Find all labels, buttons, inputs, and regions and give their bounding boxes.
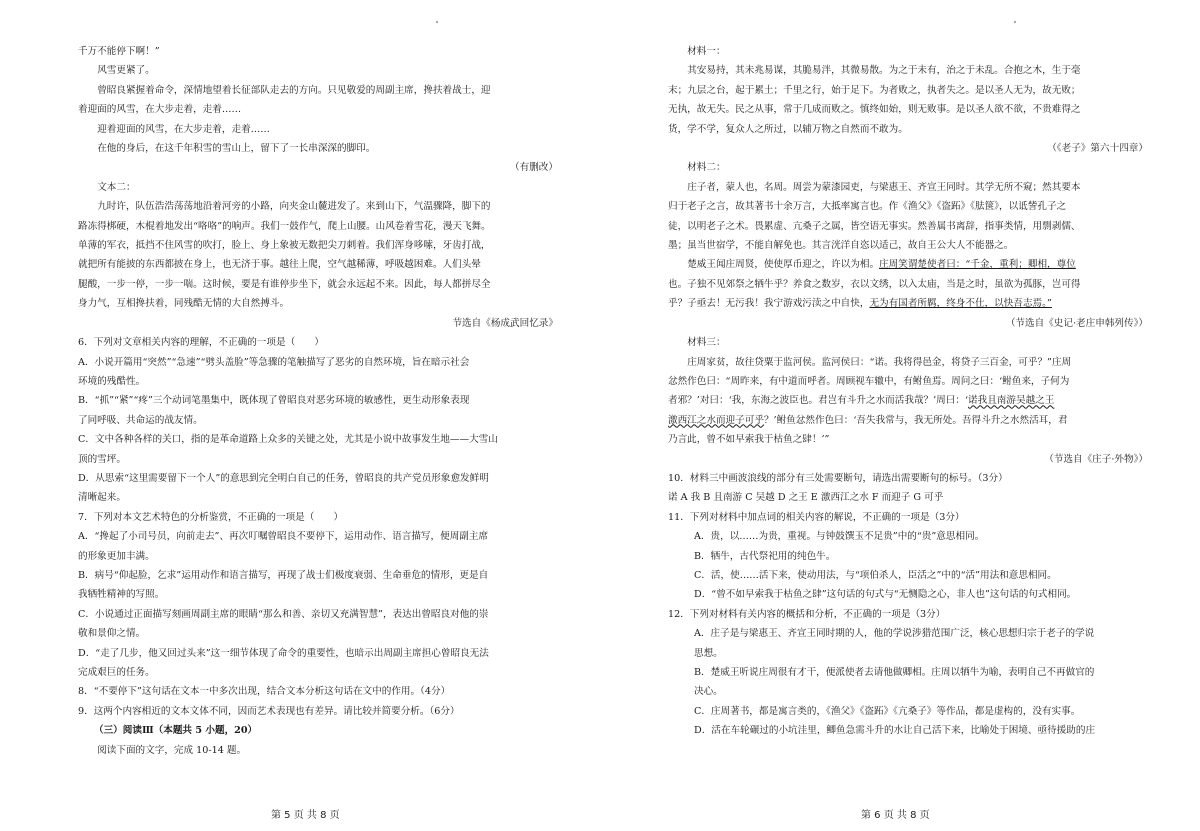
text-line: 阅读下面的文字，完成 10-14 题。: [97, 744, 247, 756]
page-5-footer: 第 5 页 共 8 页: [271, 810, 340, 821]
text-line: 路冻得梆硬，木棍着地发出“咯咯”的响声。我们一鼓作气，爬上山腰。山风卷着雪花，漫天飞舞。: [78, 220, 491, 232]
text-line: 诺 A 我 B 且南游 C 吴越 D 之王 E 激西江之水 F 而迎子 G 可乎: [668, 492, 944, 504]
text-line: 12．下列对材料有关内容的概括和分析，不正确的一项是（3分）: [668, 608, 946, 620]
text-line: 顶的雪坪。: [78, 453, 126, 465]
text-line: 文本二：: [97, 181, 136, 193]
text-line: D．“走了几步，他又回过头来”这一细节体现了命令的重要性，也暗示出周副主席担心曾昭良无法: [78, 647, 489, 659]
line-segment: 乎？子亟去！无污我！我宁游戏污渎之中自快，: [668, 298, 870, 310]
text-line: 就把所有能披的东西都披在身上，也无济于事。越往上爬，空气越稀薄，呼吸越困难。人们头晕: [78, 259, 481, 271]
text-line: B．病号“仰起脸，乞求”运用动作和语言描写，再现了战士们极度衰弱、生命垂危的情形，更是自: [78, 569, 489, 581]
text-line: 墨；虽当世宿学，不能自解免也。其言洸洋自恣以适己，故自王公大人不能器之。: [668, 240, 1014, 252]
text-line: 11．下列对材料中加点词的相关内容的解说，不正确的一项是（3分）: [668, 511, 965, 523]
text-line: 腿酸，一步一停，一步一喘。这时候，要是有谁停步坐下，就会永远起不来。因此，每人都拼尽全: [78, 278, 491, 290]
line-segment: 楚威王闻庄周贤，使使厚币迎之，许以为相。: [687, 259, 880, 271]
text-line: 忿然作色曰：“周昨来，有中道而呼者。周顾视车辙中，有鲋鱼焉。周问之曰：‘鲋鱼来，子何为: [668, 375, 1070, 387]
text-line: 7．下列对本文艺术特色的分析鉴赏，不正确的一项是（ ）: [78, 511, 344, 523]
text-line: 单薄的军衣，抵挡不住风雪的吹打，脸上、身上象被无数把尖刀刺着。我们浑身哆嗦，牙齿打战，: [78, 240, 491, 252]
text-line: 环境的残酷性。: [78, 375, 146, 387]
text-line: 6．下列对文章相关内容的理解，不正确的一项是（ ）: [78, 337, 324, 349]
text-line: 在他的身后，在这千年积雪的雪山上，留下了一长串深深的脚印。: [97, 143, 376, 155]
text-line: 千万不能停下啊！”: [78, 46, 160, 57]
text-line: C．小说通过正面描写刻画周副主席的眼睛“那么和善、亲切又充满智慧”，表达出曾昭良对他的崇: [78, 608, 489, 620]
line-segment: 激西江之水而迎子可乎: [668, 414, 764, 426]
text-line: 末；九层之台，起于累土；千里之行，始于足下。为者败之，执者失之。是以圣人无为，故无败；: [668, 84, 1081, 96]
text-line: 身力气，互相搀扶着，同残酷无情的大自然搏斗。: [78, 298, 290, 310]
text-line: 庄周家贫，故往贷粟于监河侯。监河侯曰：“诺。我将得邑金，将贷子三百金，可乎？”庄周: [687, 356, 1072, 368]
text-line: A．庄子是与梁惠王、齐宣王同时期的人，他的学说涉猎范围广泛，核心思想归宗于老子的学说: [694, 628, 1095, 640]
text-line: A．“搀起了小司号员，向前走去”、再次叮嘱曾昭良不要停下，运用动作、语言描写，便周副主席: [78, 531, 489, 543]
text-line: D．从思索“这里需要留下一个人”的意思到完全明白自己的任务，曾昭良的共产党员形象愈发鲜明: [78, 472, 489, 484]
page-5-text: [78, 42, 558, 802]
text-line: [668, 411, 1148, 430]
text-line: 徒，以明老子之术。畏累虚、亢桑子之属，皆空语无事实。然善属书离辞，指事类情，用剽剥儒、: [668, 220, 1081, 232]
scan-dot: [436, 21, 438, 23]
marked-segment: 庄周笑谓楚使者曰：“千金，重利；卿相，尊位: [879, 259, 1076, 271]
text-line: 我牺牲精神的写照。: [78, 589, 165, 601]
text-line: 曾昭良紧握着命令，深情地望着长征部队走去的方向。只见敬爱的周副主席，搀扶着战士，迎: [97, 84, 491, 96]
text-line: 的形象更加丰满。: [78, 550, 155, 562]
text-line: 风雪更紧了。: [97, 65, 155, 77]
marked-segment: ？’鲋鱼忿然作色曰：‘吾失我常与，我无所处。吾得斗升之水然活耳，君: [763, 414, 1068, 426]
marked-segment: 无为有国者所羁，终身不仕，以快吾志焉。”: [869, 298, 1052, 310]
text-line: C．活，使……活下来，使动用法，与“项伯杀人，臣活之”中的“活”用法和意思相同。: [694, 569, 1057, 581]
text-line: 材料三：: [687, 337, 726, 349]
text-line: 清晰起来。: [78, 492, 126, 504]
text-line: 10．材料三中画波浪线的部分有三处需要断句，请选出需要断句的标号。（3分）: [668, 472, 1008, 484]
text-line: （节选自《庄子·外物》）: [1044, 453, 1148, 465]
text-line: （节选自《史记·老庄申韩列传》）: [1005, 317, 1148, 329]
text-line: 货，学不学，复众人之所过，以辅万物之自然而不敢为。: [668, 123, 908, 135]
text-line: 决心。: [694, 686, 723, 698]
text-line: 着迎面的风雪，在大步走着，走着……: [78, 104, 242, 116]
text-line: 8．“不要停下”这句话在文本一中多次出现，结合文本分析这句话在文中的作用。（4分）: [78, 686, 451, 698]
text-line: （有删改）: [510, 162, 558, 174]
scan-dot: [1014, 21, 1016, 23]
text-line: 材料二：: [687, 162, 726, 174]
text-line: 其安易持，其未兆易谋，其脆易泮，其微易散。为之于未有，治之于未乱。合抱之木，生于毫: [687, 65, 1081, 77]
text-line: 迎着迎面的风雪，在大步走着，走着……: [97, 123, 270, 135]
text-line: [668, 294, 1148, 313]
text-line: [668, 255, 1148, 274]
text-line: 材料一：: [687, 46, 726, 57]
text-line: 乃言此，曾不如早索我于枯鱼之肆！’”: [668, 434, 830, 446]
line-segment: 者邪？’对曰：‘我，东海之波臣也。君岂有斗升之水而活我哉？’周曰：‘: [668, 395, 969, 407]
text-line: 节选自《杨成武回忆录》: [452, 317, 558, 329]
marked-segment: 诺我且南游吴越之王: [968, 395, 1055, 407]
text-line: 9．这两个内容相近的文本文体不同，因而艺术表现也有差异。请比较并简要分析。（6分）: [78, 705, 460, 717]
page-6-text: [668, 42, 1148, 802]
text-line: B．楚威王听说庄周很有才干，便派使者去请他做卿相。庄周以牺牛为喻，表明自己不再做官的: [694, 667, 1095, 678]
text-line: 九时许，队伍浩浩荡荡地沿着河旁的小路，向夹金山麓进发了。来到山下，气温骤降，脚下的: [97, 201, 491, 213]
text-line: （《老子》第六十四章）: [1047, 143, 1148, 155]
text-line: 无执，故无失。民之从事，常于几成而败之。慎终如始，则无败事。是以圣人欲不欲，不贵难得之: [668, 104, 1081, 116]
text-line: 思想。: [694, 647, 723, 659]
text-line: 庄子者，蒙人也，名周。周尝为蒙漆园吏，与梁惠王、齐宣王同时。其学无所不窥；然其要本: [687, 181, 1081, 193]
text-line: A．小说开篇用“突然”“急速”“劈头盖脸”等急骤的笔触描写了恶劣的自然环境，旨在暗示社会: [78, 356, 470, 368]
text-line: C．文中各种各样的关口，指的是革命道路上众多的关键之处，尤其是小说中故事发生地——大雪山: [78, 434, 498, 446]
text-line: D．活在车轮碾过的小坑洼里，鲫鱼急需斗升的水让自己活下来，比喻处于困境、亟待援助的庄: [694, 725, 1096, 737]
text-line: D．“曾不如早索我于枯鱼之肆”这句话的句式与“无恻隐之心，非人也”这句话的句式相同。: [694, 589, 1077, 601]
text-line: C．庄周著书，都是寓言类的，《渔父》《盗跖》《亢桑子》等作品，都是虚构的，没有实事。: [694, 705, 1081, 717]
text-line: B．牺牛，古代祭祀用的纯色牛。: [694, 550, 836, 562]
text-line: 归于老子之言，故其著书十余万言，大抵率寓言也。作《渔父》《盗跖》《胠箧》，以诋訾孔子之: [668, 201, 1067, 213]
text-line: 也。子独不见郊祭之牺牛乎？养食之数岁，衣以文绣，以入太庙，当是之时，虽欲为孤豚，岂可得: [668, 278, 1081, 290]
text-line: 完成艰巨的任务。: [78, 667, 155, 678]
text-line: 敬和景仰之情。: [78, 628, 146, 640]
text-line: [668, 391, 1148, 410]
text-line: （三）阅读Ⅲ（本题共 5 小题，20）: [94, 725, 258, 737]
text-line: A．贵，以……为贵，重视。与钟鼓馔玉不足贵”中的“贵”意思相同。: [694, 531, 985, 543]
text-line: B．“抓”“紧”“疼”三个动词笔墨集中，既体现了曾昭良对恶劣环境的敏感性，更生动形象表现: [78, 395, 470, 407]
page-6-footer: 第 6 页 共 8 页: [861, 810, 930, 821]
text-line: 了同呼吸、共命运的战友情。: [78, 414, 203, 426]
